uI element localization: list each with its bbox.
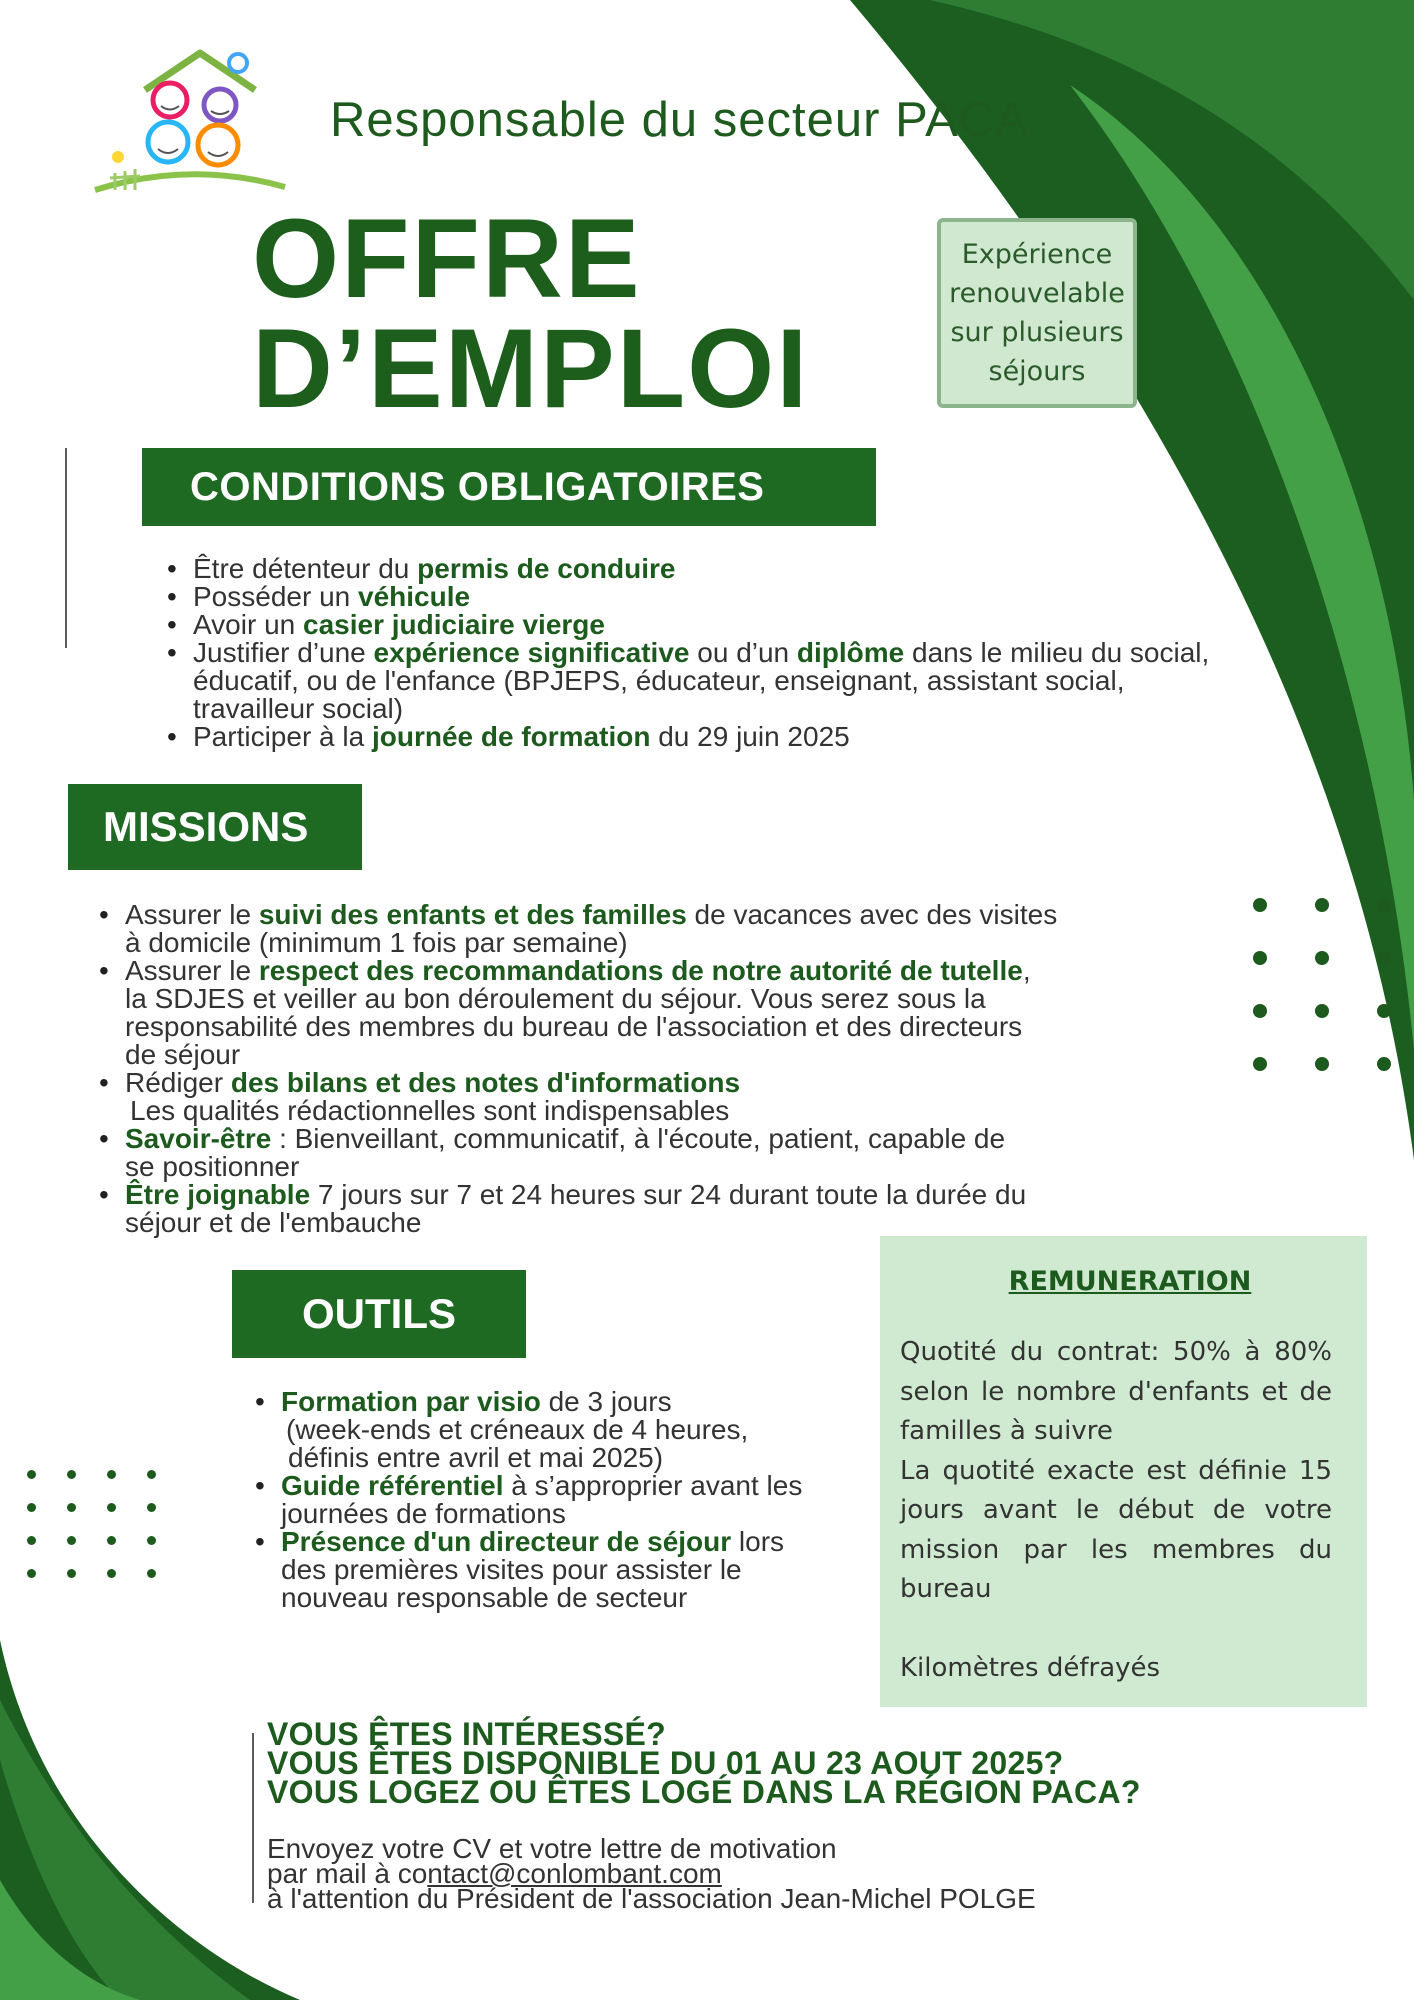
list-item: • Rédiger des bilans et des notes d'informations Les qualités rédactionnelles sont indispensables [95, 1069, 1175, 1125]
association-logo [90, 45, 290, 200]
missions-list [95, 901, 1175, 1237]
remuneration-km: Kilomètres défrayés [900, 1652, 1161, 1683]
list-item: • Assurer le respect des recommandations de notre autorité de tutelle, la SDJES et veiller au bon déroulement du séjour. Vous serez sous la responsabilité des membres du bureau de l'association et des directeurs de séjour [95, 957, 1175, 1069]
call-to-action: VOUS ÊTES INTÉRESSÉ? VOUS ÊTES DISPONIBLE DU 01 AU 23 AOUT 2025? VOUS LOGEZ OU ÊTES LOGÉ DANS LA RÉGION PACA? [267, 1716, 1141, 1810]
missions-heading: MISSIONS [68, 784, 362, 870]
outils-heading: OUTILS [232, 1270, 526, 1358]
remuneration-title: REMUNERATION [1008, 1266, 1252, 1297]
list-item: • Savoir-être : Bienveillant, communicatif, à l'écoute, patient, capable de se positionner [95, 1125, 1175, 1181]
dot-pattern-left [27, 1470, 156, 1578]
experience-box: Expérience renouvelable sur plusieurs séjours [937, 218, 1137, 408]
list-item: • Présence d'un directeur de séjour lors des premières visites pour assister le nouveau responsable de secteur [251, 1528, 891, 1612]
job-subtitle: Responsable du secteur PACA [330, 93, 1029, 147]
list-item: • Participer à la journée de formation du 29 juin 2025 [163, 723, 1363, 751]
list-item: • Être détenteur du permis de conduire [163, 555, 1363, 583]
vertical-divider [65, 448, 67, 648]
list-item: • Justifier d’une expérience significative ou d’un diplôme dans le milieu du social, éducatif, ou de l'enfance (BPJEPS, éducateur, enseignant, assistant social, travailleur social) [163, 639, 1363, 723]
page-title: OFFRE D’EMPLOI [252, 196, 810, 431]
conditions-list [163, 555, 1363, 751]
outils-list [251, 1388, 891, 1612]
list-item: • Formation par visio de 3 jours (week-ends et créneaux de 4 heures, définis entre avril et mai 2025) [251, 1388, 891, 1472]
remuneration-definition: La quotité exacte est définie 15 jours avant le début de votre mission par les membres du bureau [900, 1455, 1332, 1604]
list-item: • Être joignable 7 jours sur 7 et 24 heures sur 24 durant toute la durée du séjour et de l'embauche [95, 1181, 1175, 1237]
contact-email-link[interactable]: ntact@conlombant.com [427, 1858, 722, 1889]
list-item: • Avoir un casier judiciaire vierge [163, 611, 1363, 639]
list-item: • Assurer le suivi des enfants et des familles de vacances avec des visites à domicile (minimum 1 fois par semaine) [95, 901, 1175, 957]
list-item: • Posséder un véhicule [163, 583, 1363, 611]
contact-info: Envoyez votre CV et votre lettre de motivation par mail à contact@conlombant.com à l'attention du Président de l'association Jean-Michel POLGE [267, 1833, 1036, 1914]
list-item: • Guide référentiel à s’approprier avant les journées de formations [251, 1472, 891, 1528]
remuneration-box [880, 1236, 1367, 1707]
conditions-heading: CONDITIONS OBLIGATOIRES [142, 448, 876, 526]
cta-divider [252, 1733, 254, 1903]
remuneration-quotite: Quotité du contrat: 50% à 80% selon le nombre d'enfants et de familles à suivre [900, 1337, 1332, 1446]
dot-pattern-right [1253, 898, 1391, 1071]
